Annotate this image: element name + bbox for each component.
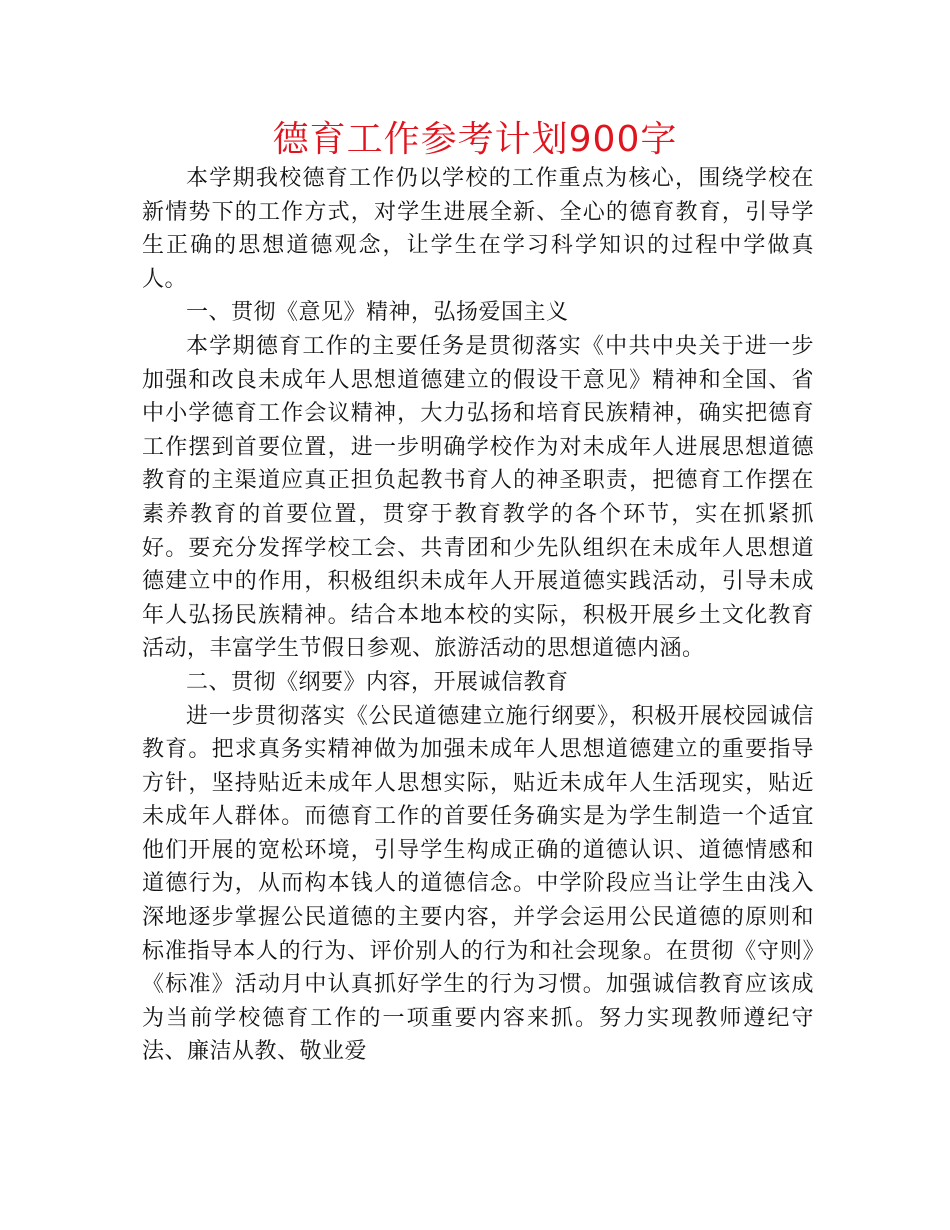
section-heading-2: 二、贯彻《纲要》内容，开展诚信教育 bbox=[186, 669, 569, 695]
intro-paragraph: 本学期我校德育工作仍以学校的工作重点为核心，围绕学校在新情势下的工作方式，对学生进展全新、全心的德育教育，引导学生正确的思想道德观念，让学生在学习科学知识的过程中学做真人。 bbox=[142, 166, 814, 292]
document-title: 德育工作参考计划900字 bbox=[272, 119, 678, 160]
section-heading-1: 一、贯彻《意见》精神，弘扬爱国主义 bbox=[186, 300, 569, 326]
section-1-paragraph: 本学期德育工作的主要任务是贯彻落实《中共中央关于进一步加强和改良未成年人思想道德建立的假设干意见》精神和全国、省中小学德育工作会议精神，大力弘扬和培育民族精神，确实把德育工作摆到首要位置，进一步明确学校作为对未成年人进展思想道德教育的主渠道应真正担负起教书育人的神圣职责，把德育工作摆在素养教育的首要位置，贯穿于教育教学的各个环节，实在抓紧抓好。要充分发挥学校工会、共青团和少先队组织在未成年人思想道德建立中的作用，积极组织未成年人开展道德实践活动，引导未成年人弘扬民族精神。结合本地本校的实际，积极开展乡土文化教育活动，丰富学生节假日参观、旅游活动的思想道德内涵。 bbox=[142, 333, 814, 662]
document-body bbox=[142, 162, 814, 1069]
section-2-paragraph: 进一步贯彻落实《公民道德建立施行纲要》，积极开展校园诚信教育。把求真务实精神做为加强未成年人思想道德建立的重要指导方针，坚持贴近未成年人思想实际，贴近未成年人生活现实，贴近未成年人群体。而德育工作的首要任务确实是为学生制造一个适宜他们开展的宽松环境，引导学生构成正确的道德认识、道德情感和道德行为，从而构本钱人的道德信念。中学阶段应当让学生由浅入深地逐步掌握公民道德的主要内容，并学会运用公民道德的原则和标准指导本人的行为、评价别人的行为和社会现象。在贯彻《守则》《标准》活动月中认真抓好学生的行为习惯。加强诚信教育应该成为当前学校德育工作的一项重要内容来抓。努力实现教师遵纪守法、廉洁从教、敬业爱 bbox=[142, 703, 814, 1065]
